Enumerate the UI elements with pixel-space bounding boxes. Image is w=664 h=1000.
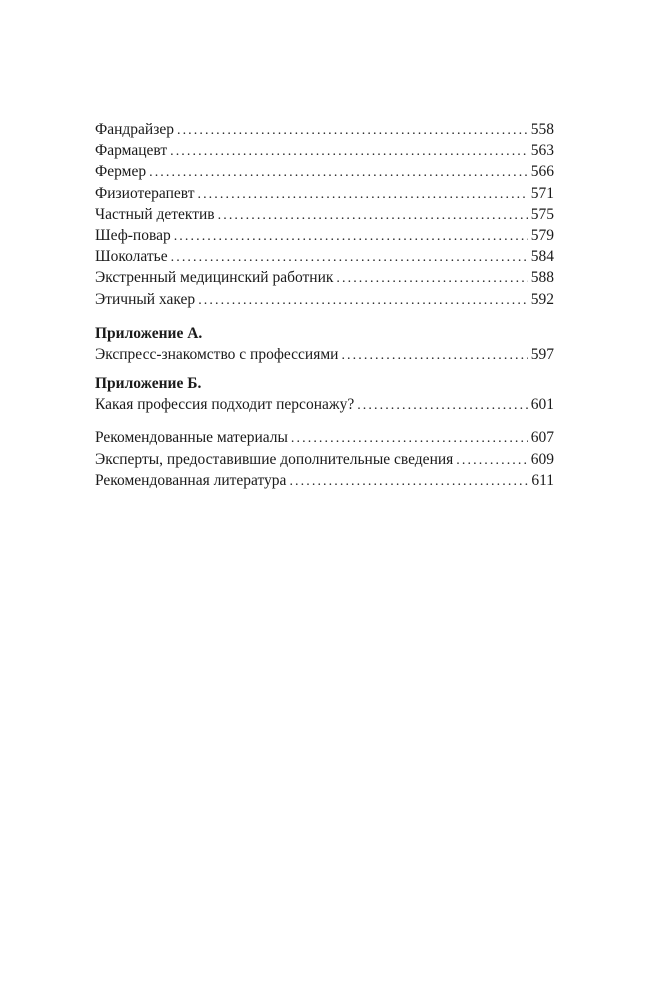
toc-entry — [95, 267, 554, 288]
dot-leader — [357, 395, 528, 415]
toc-entry-title: Этичный хакер — [95, 290, 196, 308]
toc-entry-page: 592 — [530, 290, 554, 308]
toc-entry — [95, 289, 554, 310]
toc-entry — [95, 161, 554, 182]
toc-entry-page: 597 — [530, 345, 554, 363]
toc-entry — [95, 119, 554, 140]
toc-entry-title: Шеф-повар — [95, 226, 171, 244]
toc-entry — [95, 140, 554, 161]
toc-entry-title: Какая профессия подходит персонажу? — [95, 396, 355, 414]
toc-entry-title: Фармацевт — [95, 142, 168, 160]
toc-entry-page: 607 — [530, 429, 554, 447]
dot-leader — [289, 471, 528, 491]
toc-entry — [95, 246, 554, 267]
toc-entry-title: Фандрайзер — [95, 121, 174, 138]
dot-leader — [174, 226, 528, 246]
toc-entry-page: 579 — [530, 226, 554, 244]
toc-entry-page: 558 — [530, 121, 554, 138]
table-of-contents — [95, 119, 554, 491]
dot-leader — [171, 247, 528, 267]
dot-leader — [218, 205, 528, 225]
toc-entry — [95, 470, 554, 491]
toc-entry — [95, 344, 554, 365]
dot-leader — [149, 162, 528, 182]
dot-leader — [198, 290, 528, 310]
dot-leader — [456, 450, 527, 470]
toc-entry-title: Физиотерапевт — [95, 184, 195, 202]
toc-entry-page: 588 — [530, 269, 554, 287]
toc-entry — [95, 394, 554, 415]
toc-entry-page: 575 — [530, 205, 554, 223]
toc-entry-page: 611 — [531, 471, 554, 489]
appendix-b-heading: Приложение Б. — [95, 375, 202, 393]
toc-entry-title: Рекомендованные материалы — [95, 429, 288, 447]
toc-entry — [95, 449, 554, 470]
toc-entry-title: Шоколатье — [95, 248, 168, 266]
dot-leader — [177, 120, 528, 140]
appendix-a-heading: Приложение А. — [95, 324, 203, 342]
toc-entry-page: 609 — [530, 450, 554, 468]
toc-entry — [95, 225, 554, 246]
toc-entry-page: 601 — [530, 396, 554, 414]
dot-leader — [291, 428, 528, 448]
toc-entry-title: Фермер — [95, 163, 147, 181]
dot-leader — [341, 345, 527, 365]
toc-entry-title: Экстренный медицинский работник — [95, 269, 334, 287]
toc-entry-page: 571 — [530, 184, 554, 202]
toc-entry-title: Эксперты, предоставившие дополнительные сведения — [95, 450, 454, 468]
toc-entry — [95, 183, 554, 204]
toc-entry-title: Экспресс-знакомство с профессиями — [95, 345, 339, 363]
dot-leader — [197, 184, 527, 204]
dot-leader — [336, 268, 527, 288]
toc-entry-title: Частный детектив — [95, 205, 215, 223]
toc-entry-page: 566 — [530, 163, 554, 181]
toc-entry-page: 563 — [530, 142, 554, 160]
toc-entry — [95, 204, 554, 225]
toc-entry-page: 584 — [530, 248, 554, 266]
toc-entry — [95, 427, 554, 448]
toc-entry-title: Рекомендованная литература — [95, 471, 287, 489]
dot-leader — [170, 141, 528, 161]
